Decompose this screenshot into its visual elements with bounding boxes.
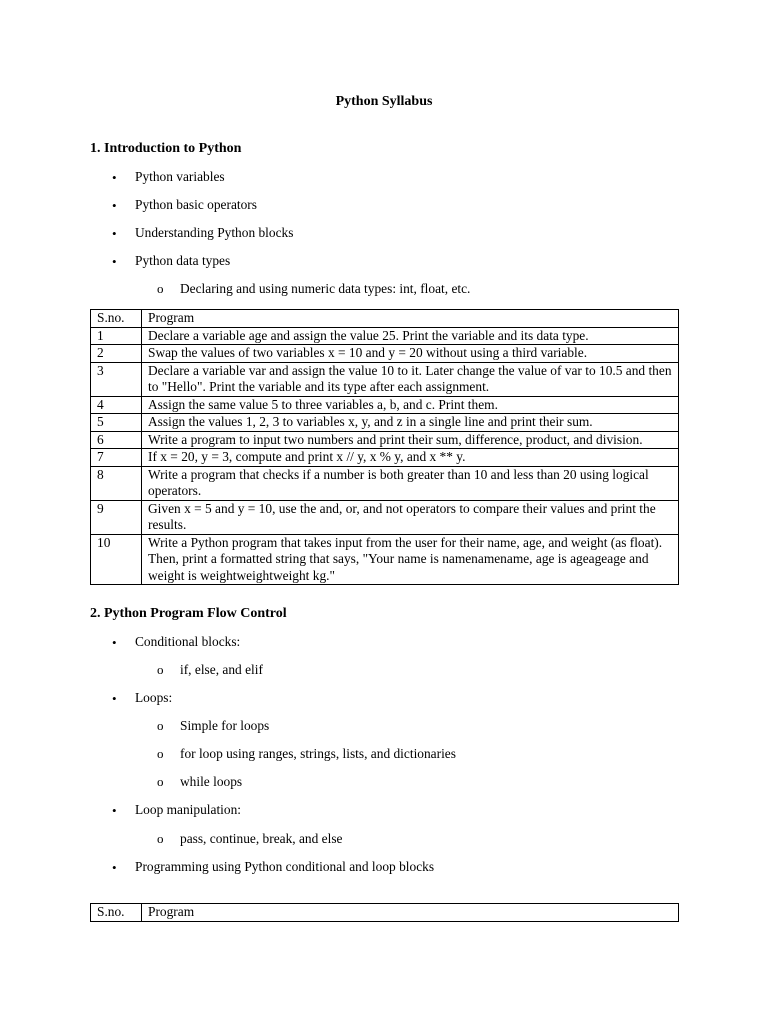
program-description: Given x = 5 and y = 10, use the and, or, and not operators to compare their values and print the results. bbox=[142, 500, 679, 534]
program-description: Swap the values of two variables x = 10 and y = 20 without using a third variable. bbox=[142, 345, 679, 363]
sub-list-item: for loop using ranges, strings, lists, and dictionaries bbox=[180, 746, 456, 761]
column-header-program: Program bbox=[142, 904, 679, 922]
bullet-icon: • bbox=[112, 803, 117, 818]
table-header-row bbox=[91, 904, 679, 922]
table-row bbox=[91, 396, 679, 414]
table-row bbox=[91, 414, 679, 432]
bullet-icon: • bbox=[112, 691, 117, 706]
program-description: Declare a variable age and assign the value 25. Print the variable and its data type. bbox=[142, 327, 679, 345]
program-description: Write a program that checks if a number is both greater than 10 and less than 20 using logical operators. bbox=[142, 466, 679, 500]
section-1-heading: 1. Introduction to Python bbox=[90, 141, 242, 156]
program-description: Declare a variable var and assign the value 10 to it. Later change the value of var to 10.5 and then to "Hello". Print the variable and its type after each assignment. bbox=[142, 362, 679, 396]
column-header-sno: S.no. bbox=[91, 310, 142, 328]
program-description: Write a Python program that takes input from the user for their name, age, and weight (as float). Then, print a formatted string that says, "Your name is namenamename, age is ageageage and weight is weightweightweight kg." bbox=[142, 534, 679, 585]
circle-bullet-icon: o bbox=[157, 774, 164, 789]
table-row bbox=[91, 534, 679, 585]
list-item: Python data types bbox=[135, 253, 231, 268]
row-number: 8 bbox=[91, 466, 142, 500]
row-number: 2 bbox=[91, 345, 142, 363]
bullet-icon: • bbox=[112, 170, 117, 185]
sub-list-item: while loops bbox=[180, 774, 243, 789]
bullet-icon: • bbox=[112, 254, 117, 269]
table-row bbox=[91, 345, 679, 363]
section-1-program-table bbox=[90, 309, 679, 585]
section-2-heading: 2. Python Program Flow Control bbox=[90, 606, 287, 621]
circle-bullet-icon: o bbox=[157, 718, 164, 733]
circle-bullet-icon: o bbox=[157, 281, 164, 296]
program-description: Assign the same value 5 to three variables a, b, and c. Print them. bbox=[142, 396, 679, 414]
sub-list-item: Declaring and using numeric data types: int, float, etc. bbox=[180, 281, 471, 296]
list-item: Programming using Python conditional and loop blocks bbox=[135, 859, 435, 874]
row-number: 5 bbox=[91, 414, 142, 432]
row-number: 4 bbox=[91, 396, 142, 414]
row-number: 6 bbox=[91, 431, 142, 449]
bullet-icon: • bbox=[112, 635, 117, 650]
table-row bbox=[91, 500, 679, 534]
list-item: Conditional blocks: bbox=[135, 634, 241, 649]
row-number: 9 bbox=[91, 500, 142, 534]
table-row bbox=[91, 449, 679, 467]
row-number: 1 bbox=[91, 327, 142, 345]
table-row bbox=[91, 466, 679, 500]
bullet-icon: • bbox=[112, 860, 117, 875]
table-header-row bbox=[91, 310, 679, 328]
table-row bbox=[91, 431, 679, 449]
program-description: Assign the values 1, 2, 3 to variables x, y, and z in a single line and print their sum. bbox=[142, 414, 679, 432]
circle-bullet-icon: o bbox=[157, 831, 164, 846]
list-item: Loops: bbox=[135, 690, 173, 705]
sub-list-item: Simple for loops bbox=[180, 718, 270, 733]
list-item: Python variables bbox=[135, 169, 225, 184]
bullet-icon: • bbox=[112, 226, 117, 241]
circle-bullet-icon: o bbox=[157, 746, 164, 761]
circle-bullet-icon: o bbox=[157, 662, 164, 677]
table-row bbox=[91, 327, 679, 345]
list-item: Understanding Python blocks bbox=[135, 225, 294, 240]
row-number: 3 bbox=[91, 362, 142, 396]
section-2-program-table bbox=[90, 903, 679, 922]
row-number: 7 bbox=[91, 449, 142, 467]
program-description: If x = 20, y = 3, compute and print x // y, x % y, and x ** y. bbox=[142, 449, 679, 467]
sub-list-item: if, else, and elif bbox=[180, 662, 263, 677]
sub-list-item: pass, continue, break, and else bbox=[180, 831, 343, 846]
row-number: 10 bbox=[91, 534, 142, 585]
list-item: Loop manipulation: bbox=[135, 802, 241, 817]
list-item: Python basic operators bbox=[135, 197, 257, 212]
column-header-program: Program bbox=[142, 310, 679, 328]
program-description: Write a program to input two numbers and print their sum, difference, product, and division. bbox=[142, 431, 679, 449]
column-header-sno: S.no. bbox=[91, 904, 142, 922]
document-title: Python Syllabus bbox=[335, 94, 433, 109]
bullet-icon: • bbox=[112, 198, 117, 213]
table-row bbox=[91, 362, 679, 396]
